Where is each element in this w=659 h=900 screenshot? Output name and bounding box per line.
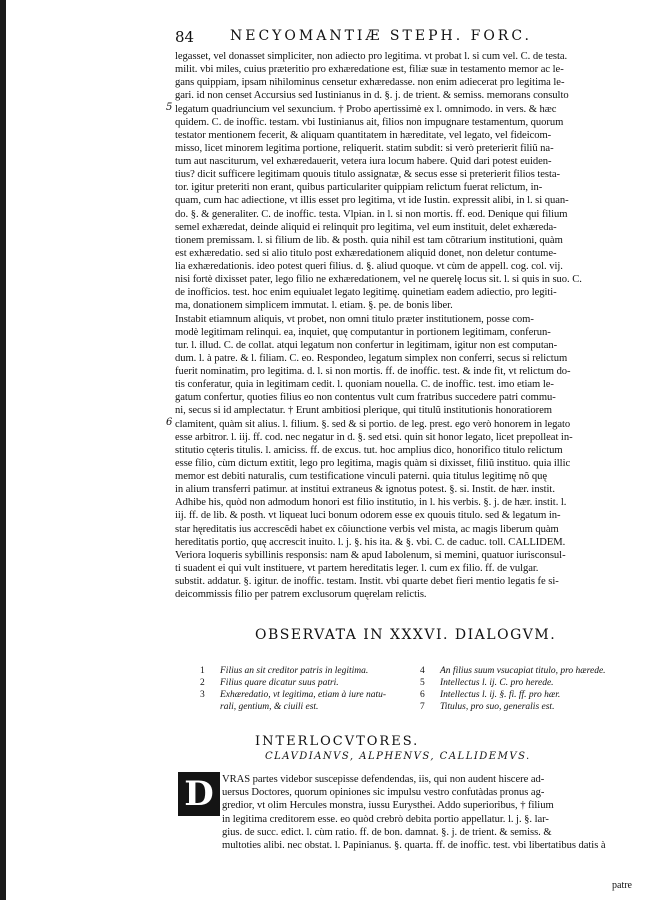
text-line: memor est debiti naturalis, cum testificatione vinculi paterni. quia titulus legitimę nõ quę	[175, 471, 547, 482]
text-line: tis conferatur, quia in legitimam cedit. l. quoniam nouella. C. de inoffic. test. imo etiam le-	[175, 379, 554, 391]
dialogue-line: gius. de succ. edict. l. cùm ratio. ff. de bon. damnat. §. j. de trient. & semiss. &	[222, 826, 552, 838]
index-entry	[200, 701, 415, 713]
text-line: Veriora loqueris sybillinis responsis: nam & apud Iabolenum, si memini, quatuor iurisconsul-	[175, 549, 566, 561]
text-line: Adhibe his, quòd non admodum honori est filio institutio, in l. his verbis. §. j. de hær. instit. l.	[175, 497, 567, 509]
text-line: ma, donationem simplicem immutat. l. etiam. §. pe. de bonis liber.	[175, 300, 453, 312]
text-line: tor. igitur preteriti non erant, quibus particulariter quippiam relictum fuerat relictum, in-	[175, 182, 543, 194]
index-entry	[200, 689, 415, 701]
page-edge-shadow	[0, 0, 6, 900]
dialogue-text-block	[222, 773, 642, 852]
running-title: NECYOMANTIÆ STEPH. FORC.	[230, 28, 533, 44]
observata-index-right	[420, 665, 645, 713]
speakers-list: CLAVDIANVS, ALPHENVS, CALLIDEMVS.	[265, 751, 531, 762]
index-entry	[200, 677, 415, 689]
text-line: gatum confertur, quoties filius eo non contentus vult cum fratribus succedere patri commu-	[175, 392, 556, 404]
text-line: hereditatis portio, quę accrescit inuito. l. j. §. his ita. & §. vbi. C. de caduc. toll. CALLIDEM.	[175, 536, 566, 548]
dialogue-line: gredior, vt olim Hercules monstra, iussu Eurysthei. Addo superioribus, † filium	[222, 800, 554, 812]
text-line: semel exhæredat, deinde aliquid ei relinquit pro legitima, vel eum instituit, delet exhæreda-	[175, 221, 557, 233]
index-entry	[420, 677, 645, 689]
text-line: iij. ff. de lib. & posth. vt liqueat luci bonum odorem esse ex quouis titulo. sed & legatum in-	[175, 510, 561, 522]
index-entry	[420, 701, 645, 713]
interlocutores-heading: INTERLOCVTORES.	[255, 734, 420, 749]
observata-heading: OBSERVATA IN XXXVI. DIALOGVM.	[255, 627, 557, 643]
index-text: An filius suum vsucapiat titulo, pro hærede.	[440, 666, 606, 676]
page-header	[175, 28, 645, 50]
text-line: legasset, vel donasset simpliciter, non adiecto pro legitima. vt probat l. si cum vel. C. de testa.	[175, 51, 568, 62]
index-entry	[420, 665, 645, 677]
dialogue-line: in legitima creditorem esse. eo quòd crebrò debita portio appellatur. l. j. §. lar-	[222, 813, 549, 825]
index-number: 7	[420, 702, 425, 712]
index-text: Titulus, pro suo, generalis est.	[440, 702, 555, 712]
dialogue-line: multoties alibi. nec obstat. l. Papinianus. §. quarta. ff. de inoffic. test. vbi libertatibus datis à	[222, 840, 606, 852]
text-line: misso, licet minorem legitima portione, reliquerit. statim subdit: si verò preterierit filiũ na-	[175, 142, 554, 154]
text-line: quam, cum hac adiectione, vt illis esset pro legitima, vt ide Iustin. expressit alibi, in l. si quan-	[175, 195, 569, 207]
text-line: substit. addatur. §. igitur. de inoffic. testam. Instit. vbi quarte debet fieri mentio legatis fe si-	[175, 576, 559, 587]
text-line: nisi fortè dixisset pater, lego filio ne exhæredationem, vel ne querelę locus sit. l. si quis in suo. C.	[175, 274, 582, 286]
index-entry	[420, 689, 645, 701]
main-text-block	[175, 50, 640, 601]
text-line: modè legitimam relinqui. ea, inquiet, quę computantur in portionem legitimam, conferun-	[175, 326, 551, 338]
text-line: legatum quadriuncium vel sexuncium. † Probo apertissimè ex l. omnimodo. in vers. & hæc	[175, 103, 557, 115]
text-line: deicommissis filio per patrem exclusorum quęrelam relictis.	[175, 589, 427, 601]
text-line: testator mentionem fecerit, & aliquam quantitatem in hæreditate, vel legato, vel fideicom-	[175, 129, 552, 141]
text-line: Instabit etiamnum aliquis, vt probet, non omni titulo præter institutionem, posse com-	[175, 313, 534, 325]
index-text: Intellectus l. ij. §. fi. ff. pro hær.	[440, 690, 561, 700]
index-text: rali, gentium, & ciuili est.	[220, 702, 319, 712]
index-text: Filius an sit creditor patris in legitima.	[220, 666, 369, 676]
index-number: 6	[420, 690, 425, 700]
text-line: esse filio, cùm dictum extitit, lego pro legitima, magis quàm si dixisset, filiũ instituo. quia illic	[175, 457, 571, 469]
index-text: Intellectus l. ij. C. pro herede.	[440, 678, 554, 688]
text-line: tum aut nasciturum, vel exhæredauerit, vetera iura locum habere. Quid dari potest euiden-	[175, 156, 552, 167]
text-line: est exhæredatio. sed si alio titulo post exhæredationem aliquid donet, non deletur contume-	[175, 247, 557, 259]
index-number	[200, 701, 220, 713]
text-line: gans quippiam, ipsam nihilominus censetur exhæredasse. non enim adiecerat pro legitima le-	[175, 77, 565, 89]
text-line: tur. l. illud. C. de collat. atqui legatum non confertur in legitimam, igitur non est computan-	[175, 339, 558, 351]
text-line: do. §. & generaliter. C. de inoffic. testa. Vlpian. in l. si non mortis. ff. eod. Denique qui filium	[175, 208, 568, 220]
text-line: stitutio cęteris titulis. l. amiciss. ff. de excus. tut. hoc amplius dico, honorifico titulo relictum	[175, 444, 563, 456]
text-line: quidem. C. de inoffic. testam. vbi Iustinianus ait, filios non impugnare testamentum, quorum	[175, 116, 564, 128]
margin-number: 6	[166, 417, 173, 429]
index-number: 5	[420, 678, 425, 688]
text-line: clamitent, quàm sit alius. l. filium. §. sed & si portio. de leg. prest. ego verò honorem in legato	[175, 418, 571, 430]
text-line: esse arbitror. l. iij. ff. cod. nec negatur in d. §. sed etsi. quin sit honor legato, licet prepolleat in-	[175, 431, 573, 443]
index-text: Filius quare dicatur suus patri.	[220, 678, 339, 688]
index-number: 1	[200, 666, 205, 676]
text-line: fuerit nominatim, pro legitima. d. l. si non mortis. ff. de inoffic. test. & inde fit, vt relictum do-	[175, 366, 571, 377]
observata-index-left	[200, 665, 415, 713]
text-line: dum. l. à patre. & l. filiam. C. eo. Respondeo, legatum simplex non conferri, secus si relictum	[175, 352, 568, 364]
text-line: tionem premissam. l. si filium de lib. & posth. quia nihil est tam cõtrarium institutioni, quàm	[175, 234, 563, 246]
text-line: star hęreditatis ius accrescẽdi habet ex cõiunctione verbis vel mista, ac magis liberum quàm	[175, 523, 559, 535]
index-number: 3	[200, 690, 205, 700]
margin-number: 5	[166, 102, 173, 114]
catchword: patre	[612, 880, 632, 891]
dialogue-line: uersus Doctores, quorum opiniones sic impulsu vestro confutàdas pronus ag-	[222, 787, 545, 799]
decorated-initial: D	[178, 772, 220, 816]
text-line: ti suadent ei qui vult instituere, vt partem hereditatis leger. l. cum ex filio. ff. de vulgar.	[175, 562, 539, 574]
text-line: ni, secus si id amplectatur. † Erunt ambitiosi plerique, qui titulũ institutionis honoratiorem	[175, 405, 552, 417]
text-line: in alium transferri patimur. at institui extraneus & ignotus potest. §. si. Instit. de hær. instit.	[175, 484, 555, 496]
text-line: gari. id non censet Accursius sed Iustinianus in d. §. j. de trient. & semiss. memorans consulto	[175, 90, 569, 102]
index-number: 4	[420, 666, 425, 676]
index-number: 2	[200, 678, 205, 688]
text-line: milit. vbi miles, cuius præteritio pro exhæredatione est, filiæ suæ in testamento memor ac le-	[175, 64, 564, 76]
text-line: de inofficios. test. hoc enim equiualet legato legitimę. quinetiam eadem adiectio, pro legiti-	[175, 287, 557, 299]
text-line: lia exhæredationis. ideo potest queri filius. d. §. aliud quoque. vt cùm de appell. cog. col. vij.	[175, 261, 563, 272]
dialogue-line: VRAS partes videbor suscepisse defendendas, iis, qui non audent hiscere ad-	[222, 774, 545, 785]
text-line: tius? dicit sufficere legitimam quouis titulo assignatæ, & secus esse si preterierit filios testa-	[175, 169, 561, 181]
index-entry	[200, 665, 415, 677]
page-number: 84	[175, 28, 195, 46]
index-text: Exhæredatio, vt legitima, etiam à iure natu-	[220, 690, 387, 700]
